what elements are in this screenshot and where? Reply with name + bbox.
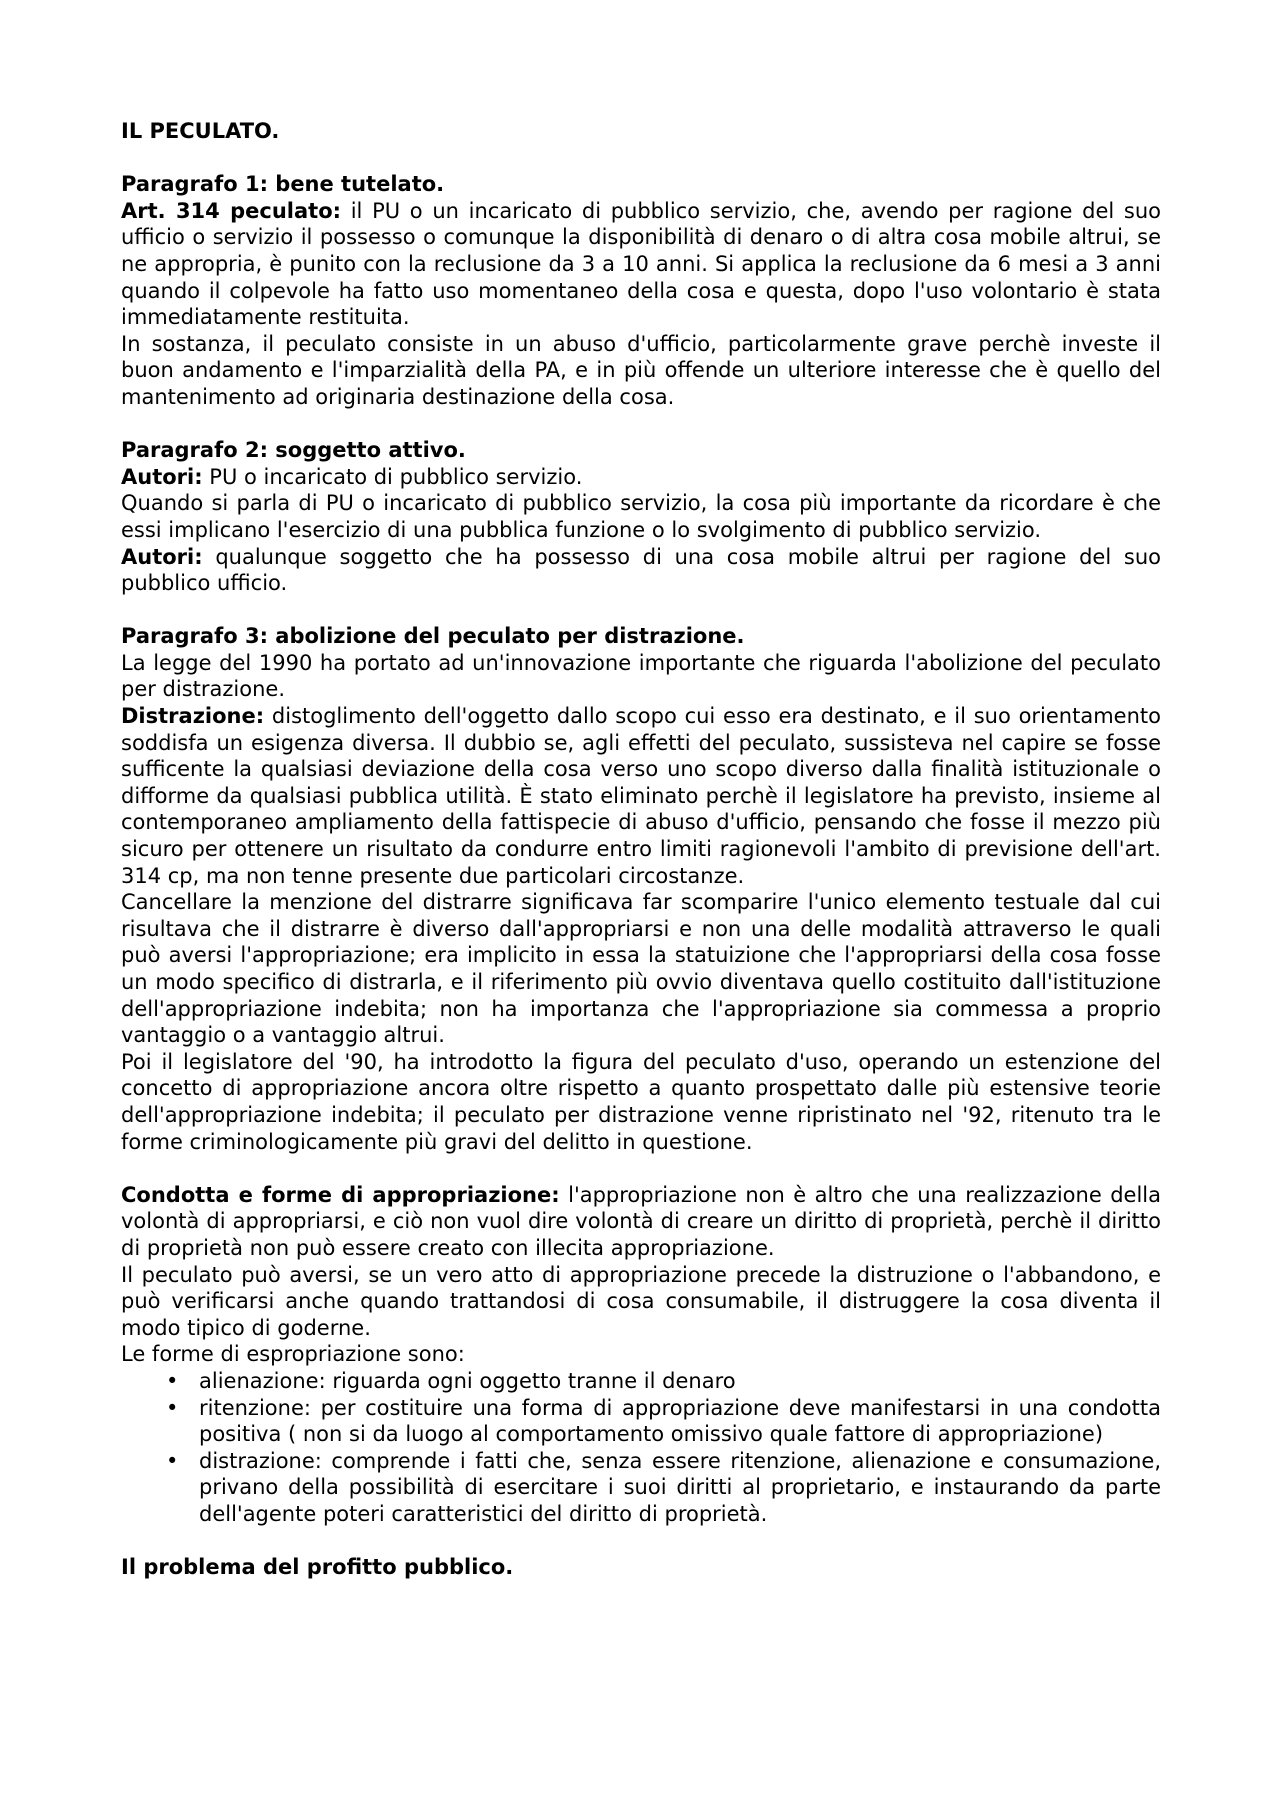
autori-label: Autori: xyxy=(121,464,203,489)
distrazione-label: Distrazione: xyxy=(121,704,265,729)
spacer xyxy=(121,1155,1161,1182)
art-314-label: Art. 314 peculato: xyxy=(121,198,342,223)
spacer xyxy=(121,1527,1161,1554)
condotta-paragraph-3: Le forme di espropriazione sono: xyxy=(121,1342,465,1367)
final-heading: Il problema del profitto pubblico. xyxy=(121,1555,514,1580)
list-item xyxy=(166,1368,1161,1395)
list-item-text: ritenzione: per costituire una forma di appropriazione deve manifestarsi in una condotta positiva ( non si da luogo al comportamento omissivo quale fattore di appropriazione) xyxy=(199,1395,1161,1447)
condotta-paragraph-2: Il peculato può aversi, se un vero atto di appropriazione precede la distruzione o l'abbandono, e può verificarsi anche quando trattandosi di cosa consumabile, il distruggere la cosa diventa il modo tipico di goderne. xyxy=(121,1262,1161,1340)
condotta-label: Condotta e forme di appropriazione: xyxy=(121,1182,560,1207)
section-2-paragraph-2: Quando si parla di PU o incaricato di pubblico servizio, la cosa più importante da ricordare è che essi implicano l'esercizio di una pubblica funzione o lo svolgimento di pubblico servizio. xyxy=(121,491,1161,542)
section-3-paragraph-3: Cancellare la menzione del distrarre significava far scomparire l'unico elemento testuale dal cui risultava che il distrarre è diverso dall'appropriarsi e non una delle modalità attraverso le quali può aversi l'appropriazione; era implicito in essa la statuizione che l'appropriarsi della cosa fosse un modo specifico di distrarla, e il riferimento più ovvio diventava quello costituito dall'istituzione dell'appropriazione indebita; non ha importanza che l'appropriazione sia commessa a proprio vantaggio o a vantaggio altrui. xyxy=(121,890,1161,1048)
section-2-heading: Paragrafo 2: soggetto attivo. xyxy=(121,438,466,463)
document-title: IL PECULATO. xyxy=(121,119,280,143)
section-3-heading: Paragrafo 3: abolizione del peculato per distrazione. xyxy=(121,624,745,649)
art-314-text: il PU o un incaricato di pubblico servizio, che, avendo per ragione del suo ufficio o servizio il possesso o comunque la disponibilità di denaro o di altra cosa mobile altrui, se ne appropria, è punito con la reclusione da 3 a 10 anni. Si applica la reclusione da 6 mesi a 3 anni quando il colpevole ha fatto uso momentaneo della cosa e questa, dopo l'uso volontario è stata immediatamente restituita. xyxy=(121,198,1162,330)
section-1-heading: Paragrafo 1: bene tutelato. xyxy=(121,172,445,197)
autori-text: qualunque soggetto che ha possesso di una cosa mobile altrui per ragione del suo pubblico ufficio. xyxy=(121,544,1161,596)
bullet-icon: • xyxy=(166,1395,179,1420)
section-3-distrazione xyxy=(121,703,1161,889)
section-1-paragraph-2: In sostanza, il peculato consiste in un abuso d'ufficio, particolarmente grave perchè investe il buon andamento e l'imparzialità della PA, e in più offende un ulteriore interesse che è quello del mantenimento ad originaria destinazione della cosa. xyxy=(121,331,1161,409)
spacer xyxy=(121,145,1161,172)
list-item xyxy=(166,1395,1161,1448)
section-3-paragraph-4: Poi il legislatore del '90, ha introdotto la figura del peculato d'uso, operando un estenzione del concetto di appropriazione ancora oltre rispetto a quanto prospettato dalle più estensive teorie dell'appropriazione indebita; il peculato per distrazione venne ripristinato nel '92, ritenuto tra le forme criminologicamente più gravi del delitto in questione. xyxy=(121,1049,1161,1154)
autori-label: Autori: xyxy=(121,544,203,569)
bullet-icon: • xyxy=(166,1448,179,1473)
list-item-text: distrazione: comprende i fatti che, senza essere ritenzione, alienazione e consumazione, privano della possibilità di esercitare i suoi diritti al proprietario, e instaurando da parte dell'agente poteri caratteristici del diritto di proprietà. xyxy=(199,1448,1161,1526)
bullet-icon: • xyxy=(166,1368,179,1393)
condotta-paragraph xyxy=(121,1182,1161,1262)
list-item-text: alienazione: riguarda ogni oggetto tranne il denaro xyxy=(199,1368,736,1393)
spacer xyxy=(121,597,1161,624)
spacer xyxy=(121,411,1161,438)
condotta-text: l'appropriazione non è altro che una realizzazione della volontà di appropriarsi, e ciò non vuol dire volontà di creare un diritto di proprietà, perchè il diritto di proprietà non può essere creato con illecita appropriazione. xyxy=(121,1182,1161,1260)
section-3-paragraph-1: La legge del 1990 ha portato ad un'innovazione importante che riguarda l'abolizione del peculato per distrazione. xyxy=(121,650,1161,702)
forme-list xyxy=(121,1368,1161,1528)
distrazione-text: distoglimento dell'oggetto dallo scopo cui esso era destinato, e il suo orientamento soddisfa un esigenza diversa. Il dubbio se, agli effetti del peculato, sussisteva nel capire se fosse sufficente la qualsiasi deviazione della cosa verso uno scopo diverso dalla finalità istituzionale o difforme da qualsiasi pubblica utilità. È stato eliminato perchè il legislatore ha previsto, insieme al contemporaneo ampliamento della fattispecie di abuso d'ufficio, pensando che fosse il mezzo più sicuro per ottenere un risultato da condurre entro limiti ragionevoli l'ambito di previsione dell'art. 314 cp, ma non tenne presente due particolari circostanze. xyxy=(121,704,1161,888)
list-item xyxy=(166,1448,1161,1528)
autori-text: PU o incaricato di pubblico servizio. xyxy=(202,464,583,489)
document-page xyxy=(121,118,1161,1581)
section-1-art-paragraph xyxy=(121,198,1161,331)
section-2-autori-1 xyxy=(121,464,1161,491)
section-2-autori-2 xyxy=(121,544,1161,597)
